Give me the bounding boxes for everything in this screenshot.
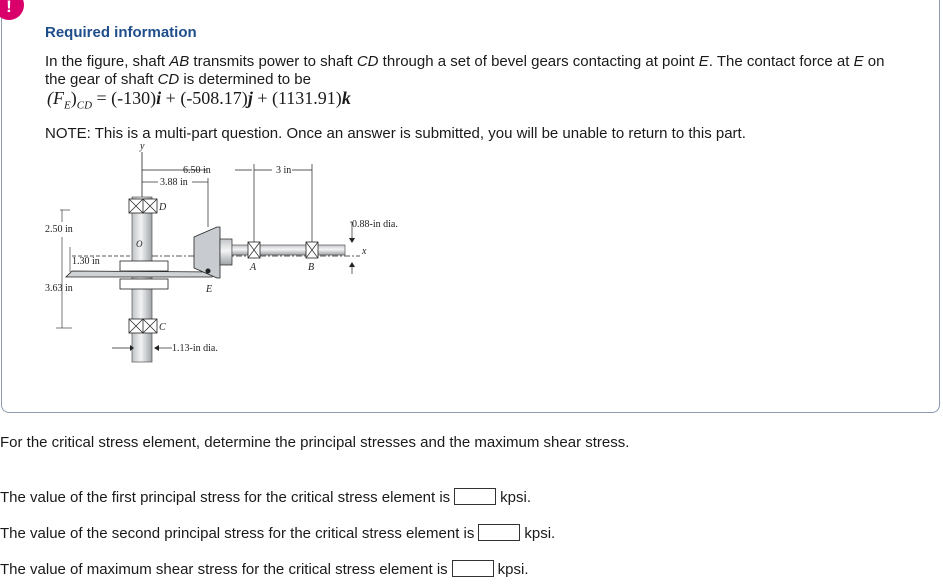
problem-statement: In the figure, shaft AB transmits power to shaft CD through a set of bevel gears contacting at point E. The contact force at E on the gear of shaft CD is determined to be	[45, 53, 885, 88]
shaft-gear-figure	[42, 142, 422, 367]
label-x: x	[362, 246, 367, 257]
dim-3-88: 3.88 in	[160, 177, 188, 188]
second-principal-stress-input[interactable]	[478, 524, 520, 541]
dim-3-63: 3.63 in	[45, 283, 73, 294]
max-shear-stress-input[interactable]	[452, 560, 494, 577]
label-B: B	[308, 262, 315, 273]
dia-1-13: 1.13-in dia.	[172, 343, 218, 354]
dim-6-50: 6.50 in	[183, 165, 211, 176]
note-text: NOTE: This is a multi-part question. Once an answer is submitted, you will be unable to return to this part.	[45, 125, 746, 142]
dim-3: 3 in	[276, 165, 292, 176]
label-D: D	[159, 202, 167, 213]
answer-row-1: The value of the first principal stress for the critical stress element is kpsi.	[0, 489, 532, 506]
answer-row-3: The value of maximum shear stress for the critical stress element is kpsi.	[0, 561, 529, 578]
dim-2-50: 2.50 in	[45, 224, 73, 235]
first-principal-stress-input[interactable]	[454, 488, 496, 505]
required-info-title: Required information	[45, 24, 197, 41]
label-O: O	[136, 239, 143, 249]
dia-0-88: 0.88-in dia.	[352, 219, 398, 230]
contact-force-formula: $(F_E)_{CD} = (-130)i + (-508.17)j + (1131.91)k$	[47, 88, 351, 112]
label-C: C	[159, 322, 166, 333]
alert-icon: !	[0, 0, 24, 20]
question-text: For the critical stress element, determine the principal stresses and the maximum shear stress.	[0, 434, 630, 451]
dim-1-30: 1.30 in	[72, 256, 100, 267]
label-E: E	[206, 284, 213, 295]
label-y: y	[140, 142, 145, 152]
answer-row-2: The value of the second principal stress for the critical stress element is kpsi.	[0, 525, 556, 542]
label-A: A	[250, 262, 257, 273]
required-information-panel	[1, 0, 940, 413]
